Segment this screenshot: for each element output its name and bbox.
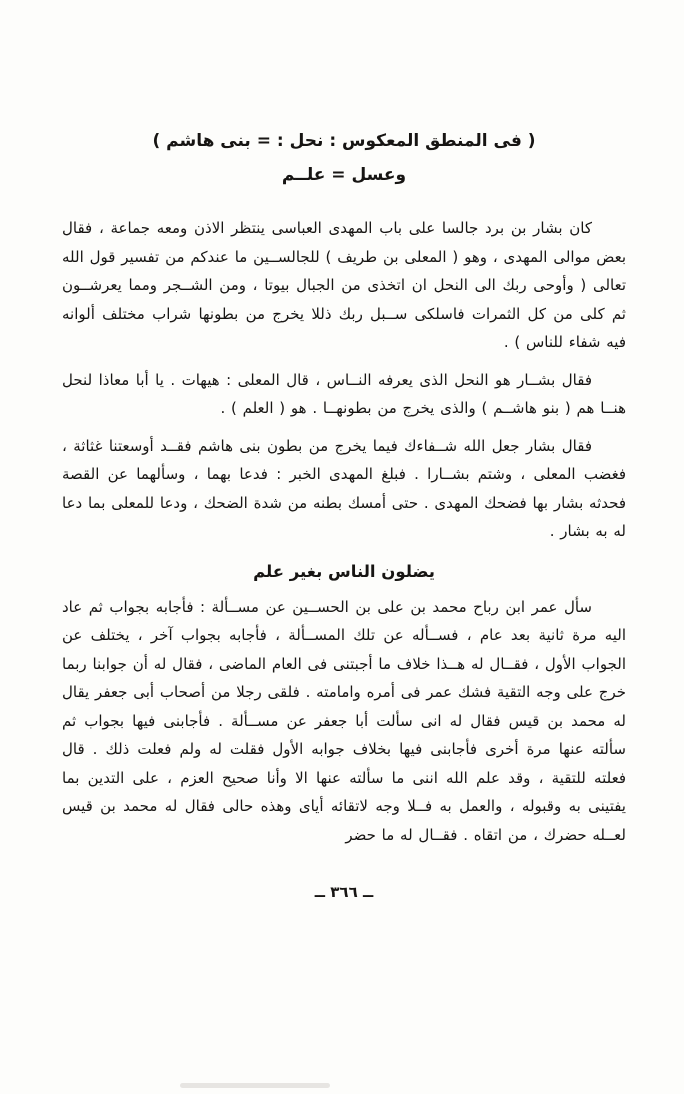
chapter-heading-line1: ( فى المنطق المعكوس : نحل : = بنى هاشم ) [152, 131, 536, 151]
section-heading: يضلون الناس بغير علم [253, 561, 435, 581]
paragraph-3: فقال بشار جعل الله شــفاءك فيما يخرج من بطون بنى هاشم فقــد أوسعتنا غثاثة ، فغضب المعلى ، وشتم بشــارا . فبلغ المهدى الخبر : فدعا بهما ، وسألهما عن القصة فحدثه بشار بها فضحك المهدى . حتى أمسك بطنه من شدة الضحك ، ودعا للمعلى بما دعا له به بشار . [62, 436, 626, 540]
scan-artifact [180, 1083, 330, 1088]
page-number: ــ ٣٦٦ ــ [314, 883, 374, 901]
chapter-heading-line2: وعسل = علــم [281, 165, 407, 185]
paragraph-2: فقال بشــار هو النحل الذى يعرفه النــاس ، قال المعلى : هيهات . يا أبا معاذا لنحل هنــا هم ( بنو هاشــم ) والذى يخرج من بطونهــا . هو ( العلم ) . [62, 370, 626, 417]
paragraph-1: كان بشار بن برد جالسا على باب المهدى العباسى ينتظر الاذن ومعه جماعة ، فقال بعض موالى المهدى ، وهو ( المعلى بن طريف ) للجالســين ما عندكم من تفسير قول الله تعالى ( وأوحى ربك الى النحل ان اتخذى من الجبال بيوتا ، ومن الشــجر ومما يعرشــون ثم كلى من كل الثمرات فاسلكى ســبل ربك ذللا يخرج من بطونها شراب مختلف ألوانه فيه شفاء للناس ) . [62, 219, 626, 351]
paragraph-4: سأل عمر ابن رباح محمد بن على بن الحســين عن مســألة : فأجابه بجواب ثم عاد اليه مرة ثانية بعد عام ، فســأله عن تلك المســألة ، فأجابه بجواب آخر ، يختلف عن الجواب الأول ، فقــال له هــذا خلاف ما أجبتنى فى العام الماضى ، فقال له أن جوابنا ربما خرج على وجه التقية فشك عمر فى أمره وامامته . فلقى رجلا من أصحاب أبى جعفر يقال له محمد بن قيس فقال له انى سألت أبا جعفر عن مســألة . فأجابنى فيها بجواب ثم سألته عنها مرة أخرى فأجابنى فيها بخلاف جوابه الأول فقلت له ولم فعلت ذلك . قال فعلته للتقية ، وقد علم الله اننى ما سألته عنها الا وأنا صحيح العزم ، على التدين بما يفتينى به وقبوله ، والعمل به فــلا وجه لاتقائه أياى وهذه حالى فقال له محمد بن قيس لعــله حضرك ، من اتقاه . فقــال له ما حضر [62, 597, 626, 844]
